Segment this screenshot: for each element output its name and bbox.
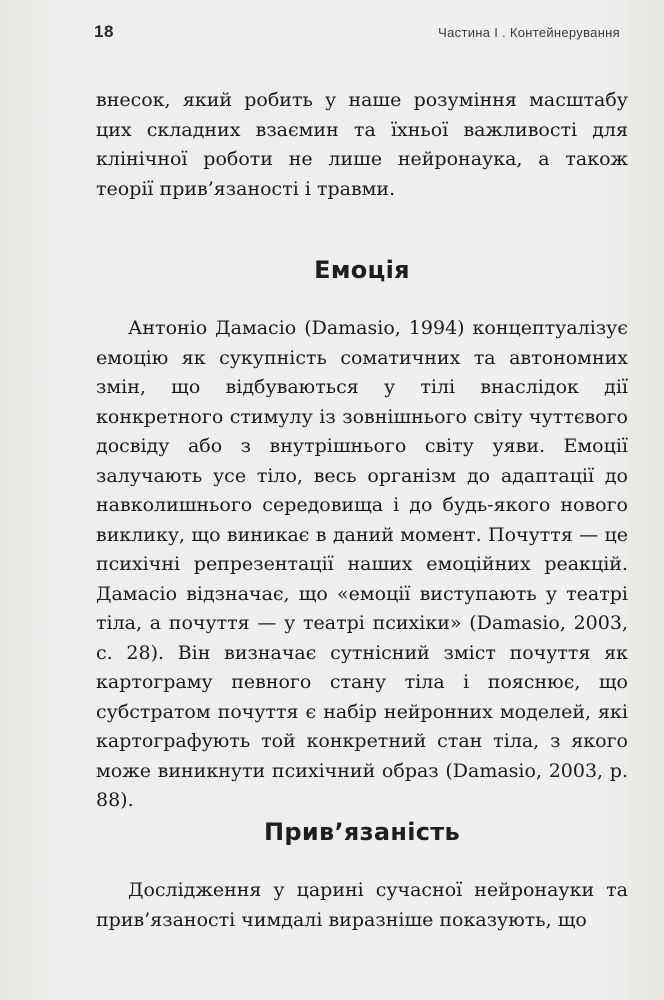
paragraph-1: внесок, який робить у наше розуміння масштабу цих складних взаємин та їхньої важливості для клінічної роботи не лише нейронаука, а також теорії прив’язаності і травми. [96, 89, 628, 200]
heading-emotion: Емоція [314, 256, 410, 284]
running-head: Частина І . Контейнерування [438, 25, 620, 40]
heading-attachment: Прив’язаність [264, 818, 460, 846]
paragraph-3: Дослідження у царині сучасної нейронауки та прив’язаності чимдалі виразніше показують, що [96, 879, 628, 931]
section-attachment-body [96, 876, 628, 935]
page-number: 18 [94, 22, 114, 41]
page-header [94, 22, 620, 50]
paragraph-2: Антоніо Дамасіо (Damasio, 1994) концептуалізує емоцію як сукупність соматичних та автономних змін, що відбуваються у тілі внаслідок дії конкретного стимулу із зовнішнього світу чуттєвого досвіду або з внутрішнього світу уяви. Емоції залучають усе тіло, весь організм до адаптації до навколишнього середовища і до будь-якого нового виклику, що виникає в даний момент. Почуття — це психічні репрезентації наших емоційних реакцій. Дамасіо відзначає, що «емоції виступають у театрі тіла, а почуття — у театрі психіки» (Damasio, 2003, с. 28). Він визначає сутнісний зміст почуття як картограму певного стану тіла і пояснює, що субстратом почуття є набір нейронних моделей, які картографують той конкретний стан тіла, з якого може виникнути психічний образ (Damasio, 2003, p. 88). [96, 317, 628, 811]
section-emotion-body [96, 314, 628, 816]
paragraph-continuation [96, 86, 628, 204]
